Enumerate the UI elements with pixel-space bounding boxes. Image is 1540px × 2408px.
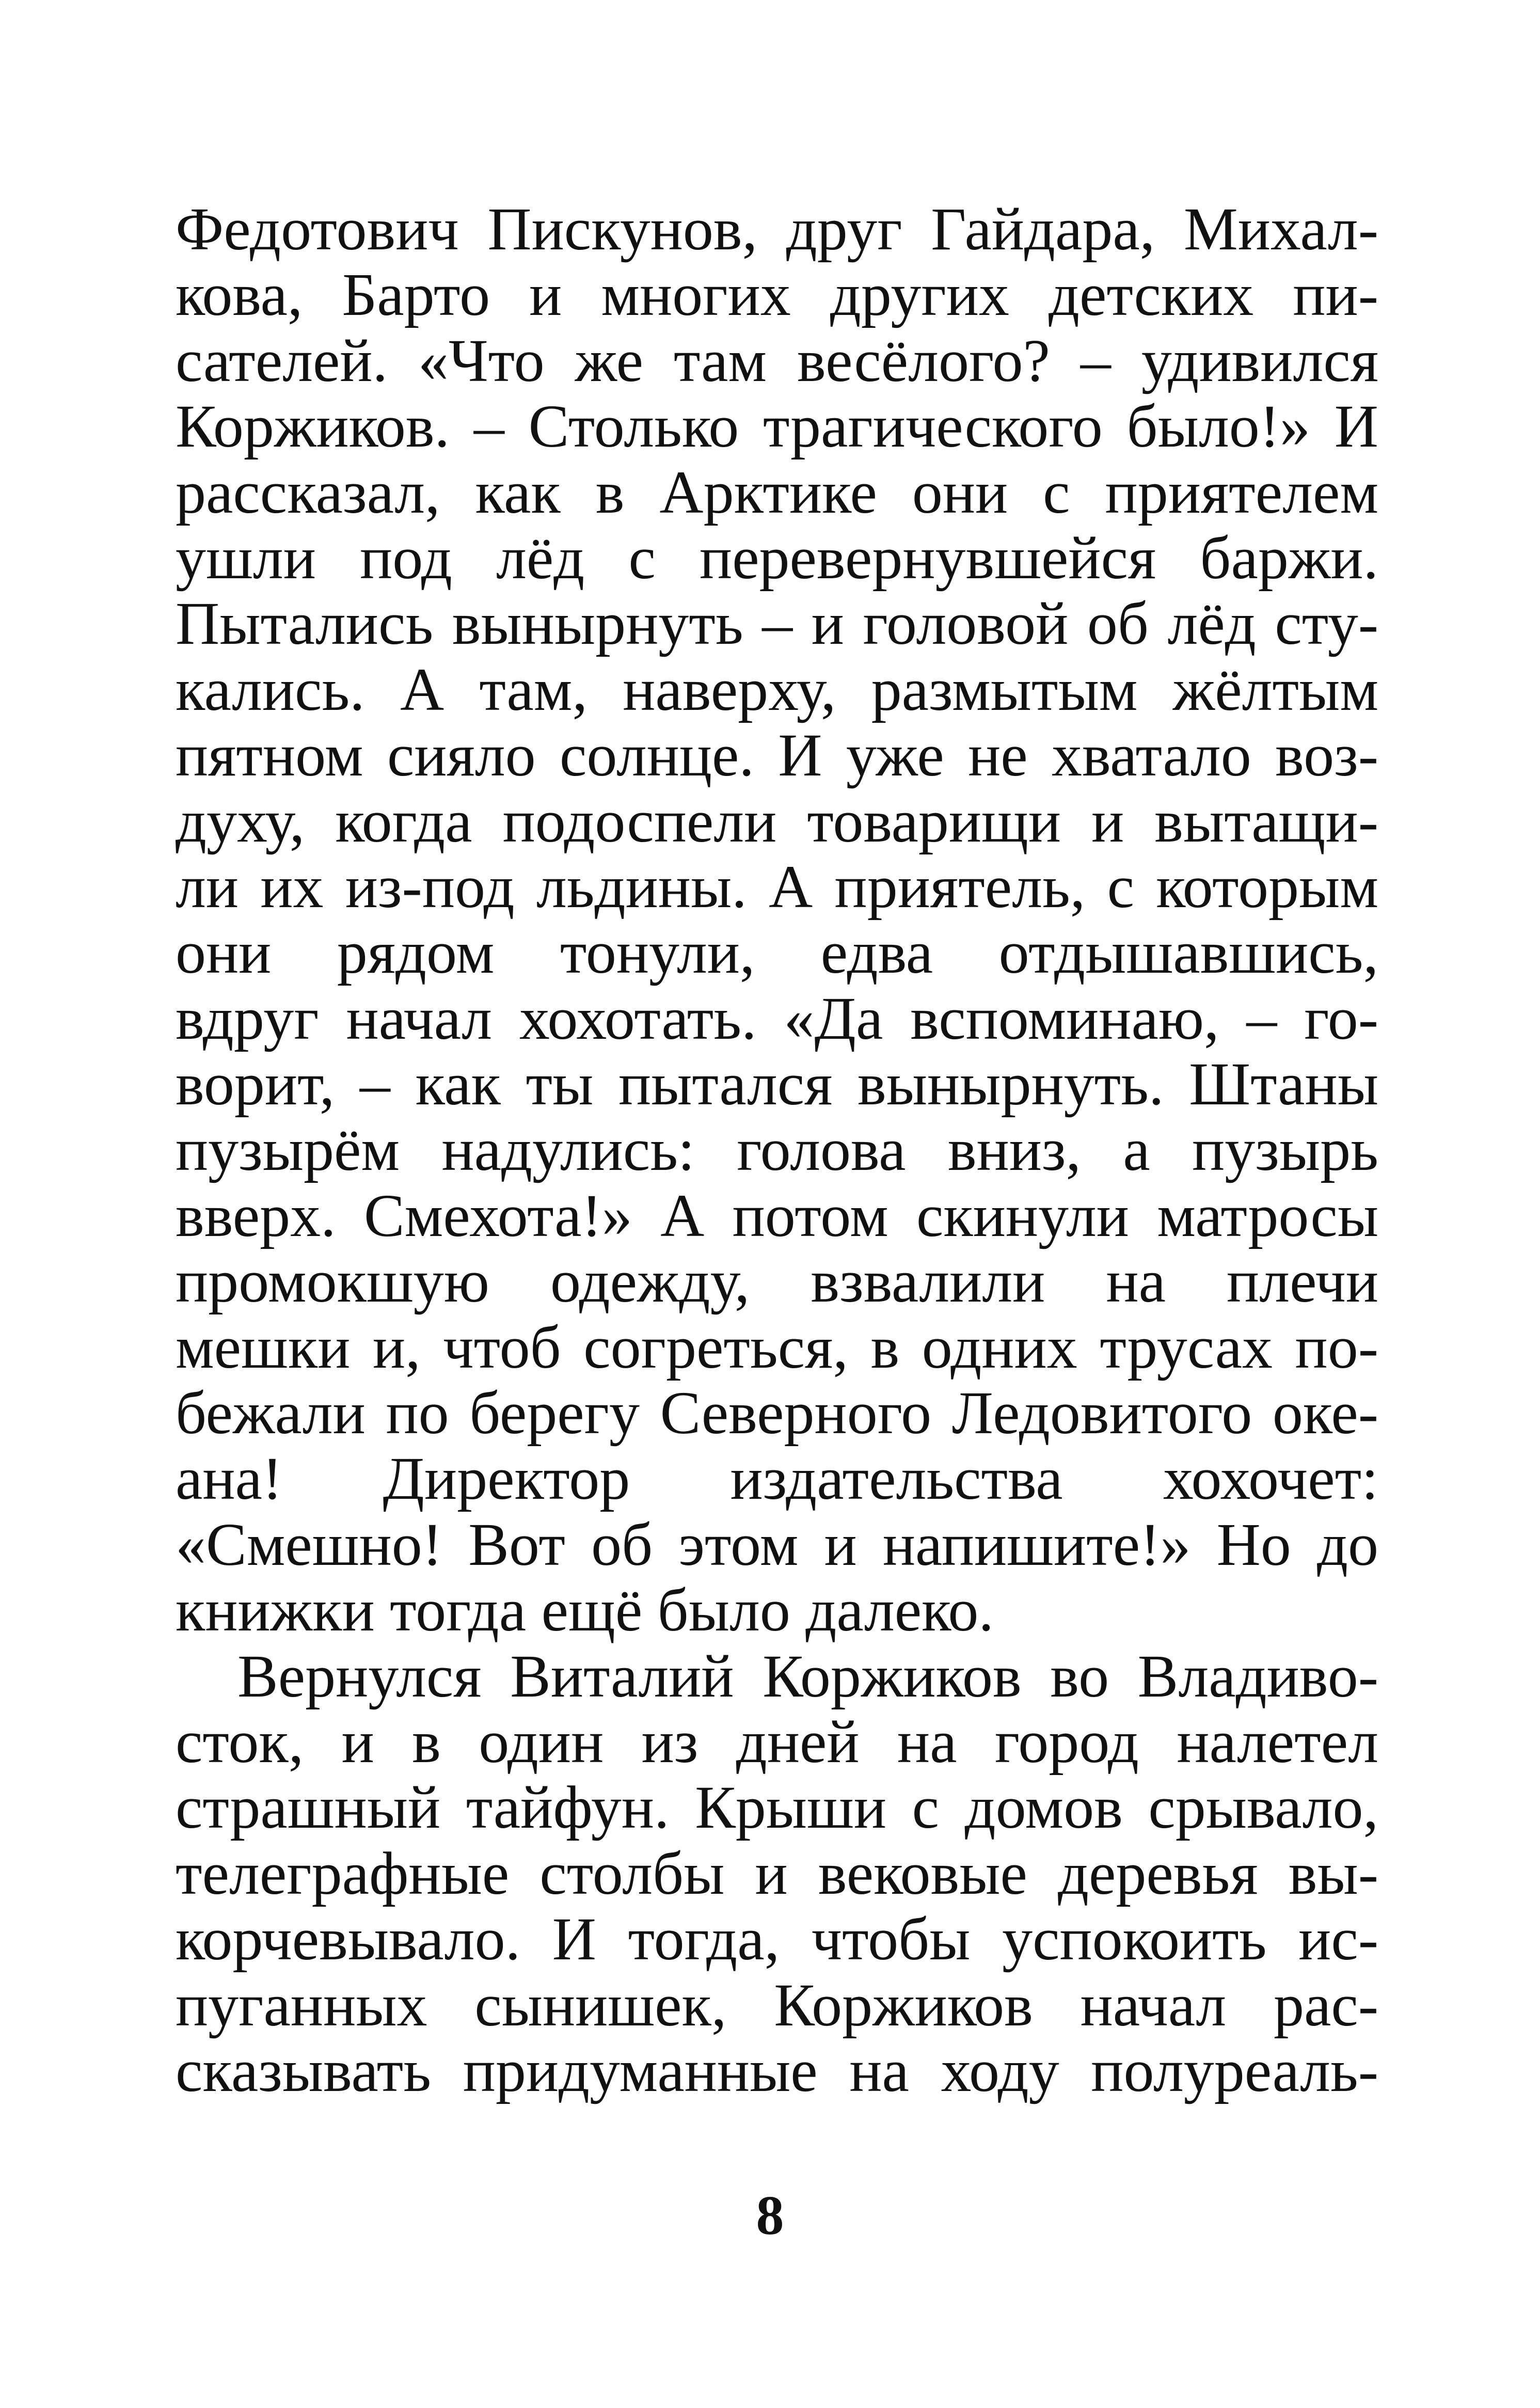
text-line: вверх. Смехота!» А потом скинули матросы [176, 1181, 1378, 1249]
text-line: Вернулся Виталий Коржиков во Владиво- [237, 1642, 1378, 1710]
text-line: вдруг начал хохотать. «Да вспоминаю, – го- [176, 984, 1378, 1052]
text-line: пузырём надулись: голова вниз, а пузырь [176, 1116, 1378, 1184]
text-line: бежали по берегу Северного Ледовитого оке- [176, 1379, 1378, 1447]
paragraph-2 [176, 1643, 1378, 2104]
text-line: мешки и, чтоб согреться, в одних трусах по- [176, 1313, 1378, 1381]
text-line: духу, когда подоспели товарищи и вытащи- [176, 787, 1378, 855]
text-line: ана! Директор издательства хохочет: [176, 1445, 1378, 1513]
text-line: сателей. «Что же там весёлого? – удивился [176, 326, 1378, 394]
paragraph-1 [176, 196, 1378, 1643]
text-line: рассказал, как в Арктике они с приятелем [176, 458, 1378, 526]
text-line: пятном сияло солнце. И уже не хватало воз- [176, 721, 1378, 789]
text-line: промокшую одежду, взвалили на плечи [176, 1247, 1378, 1316]
text-line: кались. А там, наверху, размытым жёлтым [176, 655, 1378, 723]
text-line: корчевывало. И тогда, чтобы успокоить ис- [176, 1905, 1378, 1973]
text-line: они рядом тонули, едва отдышавшись, [176, 918, 1378, 987]
text-line: Пытались вынырнуть – и головой об лёд сту- [176, 590, 1378, 658]
text-line: пуганных сынишек, Коржиков начал рас- [176, 1971, 1378, 2039]
text-line: книжки тогда ещё было далеко. [176, 1576, 994, 1644]
text-line: телеграфные столбы и вековые деревья вы- [176, 1839, 1378, 1907]
body-text [176, 196, 1378, 2103]
text-line: страшный тайфун. Крыши с домов срывало, [176, 1773, 1378, 1842]
text-line: Коржиков. – Столько трагического было!» И [176, 392, 1378, 461]
text-line: ушли под лёд с перевернувшейся баржи. [176, 524, 1378, 592]
text-line: сток, и в один из дней на город налетел [176, 1707, 1378, 1776]
text-line: ли их из-под льдины. А приятель, с которым [176, 852, 1378, 921]
page-number: 8 [756, 2185, 784, 2246]
text-line: сказывать придуманные на ходу полуреаль- [176, 2036, 1378, 2104]
text-line: Федотович Пискунов, друг Гайдара, Михал- [176, 195, 1378, 263]
text-line: «Смешно! Вот об этом и напишите!» Но до [176, 1510, 1378, 1578]
text-line: ворит, – как ты пытался вынырнуть. Штаны [176, 1050, 1378, 1118]
text-line: кова, Барто и многих других детских пи- [176, 261, 1378, 329]
